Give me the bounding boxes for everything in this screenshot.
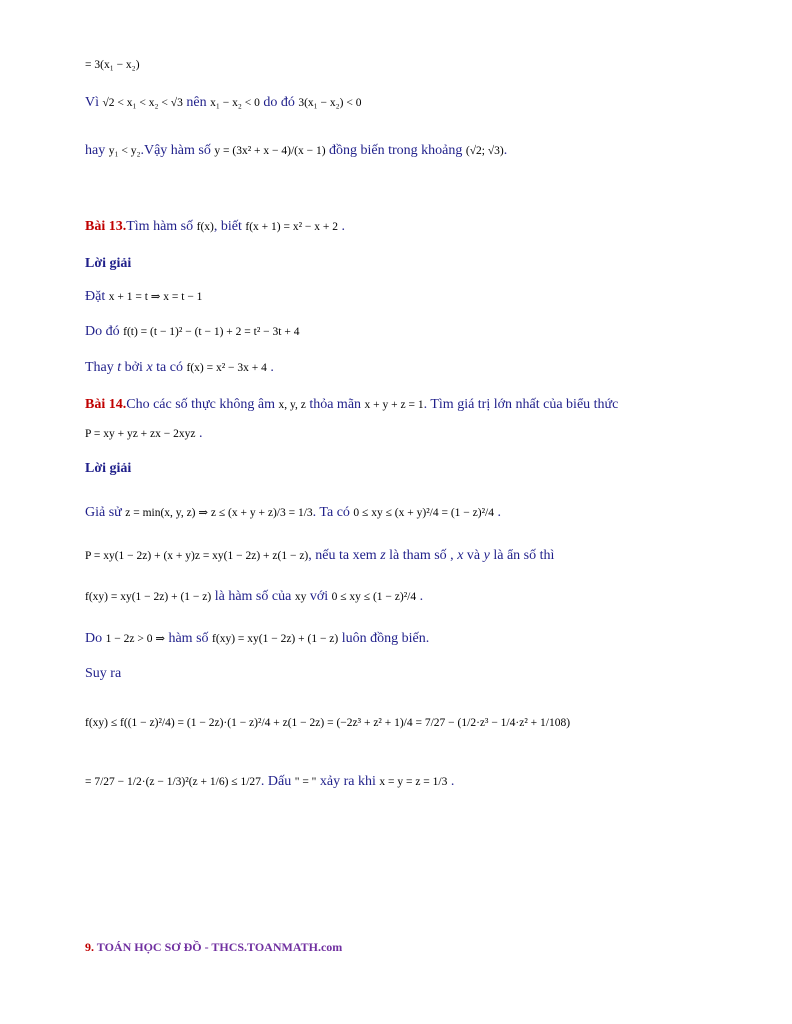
math-expr: 3(x₁ − x₂) < 0: [298, 97, 362, 109]
text: , biết: [213, 219, 246, 234]
math-expr: f(xy) = xy(1 − 2z) + (1 − z): [85, 591, 212, 603]
text: y: [483, 548, 490, 563]
text: , nếu ta xem: [308, 548, 381, 563]
text: . Ta có: [312, 505, 354, 520]
text: là hàm số của: [211, 589, 295, 604]
math-expr: z = min(x, y, z) ⇒ z ≤ (x + y + z)/3 = 1/3: [125, 507, 313, 519]
math-expr: f(x + 1) = x² − x + 2: [245, 221, 339, 233]
math-line-1: [85, 58, 140, 72]
math-expr: f(x) = x² − 3x + 4: [186, 362, 267, 374]
solution-heading-1: [85, 257, 131, 271]
text: thỏa mãn: [305, 397, 365, 412]
footer-text: TOÁN HỌC SƠ ĐỒ - THCS.TOANMATH.com: [96, 940, 343, 954]
text: đồng biến trong khoảng: [325, 143, 466, 158]
math-expr: f(xy) ≤ f((1 − z)²/4) = (1 − 2z)·(1 − z)²/4 + z(1 − 2z) = (−2z³ + z² + 1)/4 = 7/27 − (1/2·z³ − 1/4·z² + 1/108): [85, 717, 571, 729]
text: hay: [85, 143, 109, 158]
page-footer: [85, 940, 342, 955]
exercise-14: [85, 398, 618, 412]
text: Thay: [85, 360, 118, 375]
text: xảy ra khi: [316, 774, 380, 789]
text: z: [380, 548, 386, 563]
solution-label: Lời giải: [85, 461, 132, 476]
math-line-17: [85, 716, 570, 730]
text-line-8: [85, 361, 274, 375]
math-expr: f(xy) = xy(1 − 2z) + (1 − z): [212, 633, 339, 645]
math-expr: x + y + z = 1: [364, 399, 424, 411]
text: nên: [182, 95, 211, 110]
text-line-15: [85, 632, 429, 646]
text: t: [117, 360, 122, 375]
math-expr: 1 − 2z > 0 ⇒: [105, 633, 165, 645]
text-line-7: [85, 325, 299, 339]
math-expr: x, y, z: [278, 399, 306, 411]
math-expr: x + 1 = t ⇒ x = t − 1: [108, 291, 203, 303]
math-expr: = 3(x₁ − x₂): [85, 59, 140, 71]
math-expr: (√2; √3): [465, 145, 504, 157]
solution-heading-2: [85, 462, 131, 476]
text: do đó: [259, 95, 299, 110]
text-line-2: [85, 96, 361, 110]
text: và: [463, 548, 484, 563]
text: Giả sử: [85, 505, 126, 520]
math-expr: " = ": [294, 776, 317, 788]
exercise-label: Bài 14.: [85, 397, 127, 412]
text-line-10: [85, 427, 202, 441]
text: là ẩn số thì: [489, 548, 555, 563]
text-line-16: [85, 667, 121, 681]
text-line-3: [85, 144, 507, 158]
math-expr: f(t) = (t − 1)² − (t − 1) + 2 = t² − 3t + 4: [123, 326, 300, 338]
solution-label: Lời giải: [85, 256, 132, 271]
text-line-14: [85, 590, 423, 604]
text: .: [338, 219, 346, 234]
math-expr: √2 < x₁ < x₂ < √3: [102, 97, 183, 109]
text: .: [266, 360, 274, 375]
text: .: [416, 589, 424, 604]
text: x: [457, 548, 464, 563]
text: Đặt: [85, 289, 109, 304]
text: với: [306, 589, 332, 604]
text: . Tìm giá trị lớn nhất của biểu thức: [423, 397, 619, 412]
footer-separator: .: [91, 940, 97, 954]
text: là tham số ,: [385, 548, 458, 563]
text: Cho các số thực không âm: [126, 397, 279, 412]
text: .: [447, 774, 455, 789]
math-expr: x = y = z = 1/3: [379, 776, 448, 788]
math-expr: x₁ − x₂ < 0: [210, 97, 260, 109]
text-line-18: [85, 775, 454, 789]
text: luôn đồng biến.: [338, 631, 430, 646]
math-expr: y₁ < y₂: [108, 145, 141, 157]
text: Do: [85, 631, 106, 646]
text: Vì: [85, 95, 103, 110]
text: .: [503, 143, 508, 158]
text: .: [195, 426, 203, 441]
text-line-12: [85, 506, 501, 520]
math-expr: 0 ≤ xy ≤ (x + y)²/4 = (1 − z)²/4: [353, 507, 494, 519]
math-expr: = 7/27 − 1/2·(z − 1/3)²(z + 1/6) ≤ 1/27: [85, 776, 261, 788]
text: Tìm hàm số: [126, 219, 197, 234]
text: .: [493, 505, 501, 520]
exercise-label: Bài 13.: [85, 219, 127, 234]
math-expr: y = (3x² + x − 4)/(x − 1): [214, 145, 326, 157]
text-line-13: [85, 549, 554, 563]
text: .Vậy hàm số: [140, 143, 215, 158]
text: Do đó: [85, 324, 124, 339]
math-expr: 0 ≤ xy ≤ (1 − z)²/4: [331, 591, 417, 603]
text: Suy ra: [85, 666, 122, 681]
text: hàm số: [164, 631, 213, 646]
text: x: [146, 360, 153, 375]
math-expr: P = xy + yz + zx − 2xyz: [85, 428, 196, 440]
text-line-6: [85, 290, 202, 304]
math-expr: f(x): [196, 221, 214, 233]
exercise-13: [85, 220, 345, 234]
math-expr: xy: [294, 591, 307, 603]
text: ta có: [152, 360, 187, 375]
page-number: 9: [85, 940, 91, 954]
text: bởi: [121, 360, 147, 375]
math-expr: P = xy(1 − 2z) + (x + y)z = xy(1 − 2z) + z(1 − z): [85, 550, 309, 562]
text: . Dấu: [260, 774, 295, 789]
